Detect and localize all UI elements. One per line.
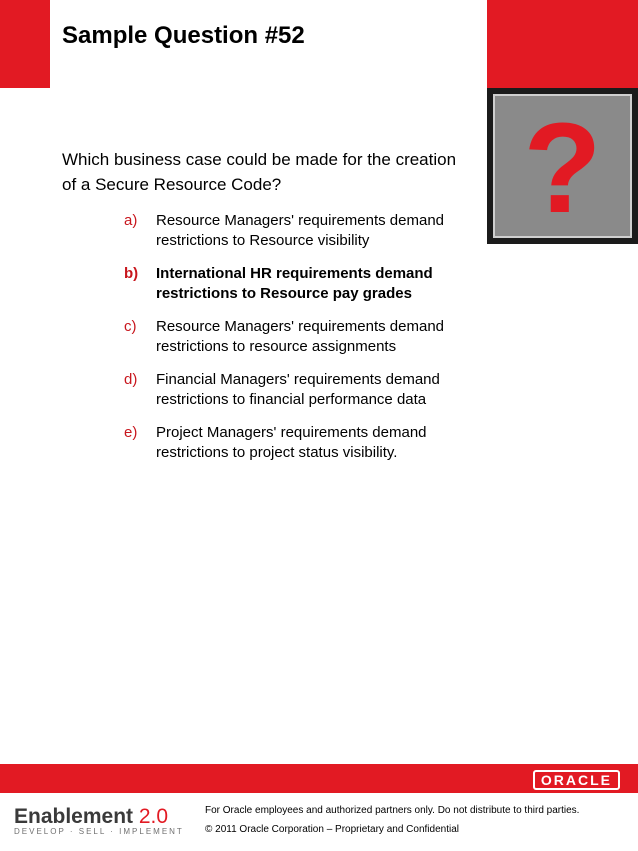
footer-copyright: © 2011 Oracle Corporation – Proprietary and Confidential [205, 824, 459, 835]
answer-option-e [124, 423, 484, 463]
question-mark-graphic [487, 88, 638, 244]
answer-text: Financial Managers' requirements demand restrictions to financial performance data [156, 371, 440, 408]
answer-list [124, 211, 484, 476]
answer-text: Resource Managers' requirements demand restrictions to Resource visibility [156, 212, 445, 249]
oracle-logo: ORACLE [533, 770, 620, 790]
answer-text: International HR requirements demand restrictions to Resource pay grades [156, 265, 433, 302]
question-text: Which business case could be made for the creation of a Secure Resource Code? [62, 150, 457, 194]
footer-bar [0, 764, 638, 793]
answer-letter: b) [124, 265, 139, 282]
enablement-logo [14, 805, 168, 829]
answer-letter: d) [124, 371, 138, 388]
header-accent-right [487, 0, 638, 88]
answer-letter: e) [124, 424, 138, 441]
brand-version: 2.0 [138, 805, 169, 828]
header-accent-left [0, 0, 50, 88]
answer-option-b [124, 264, 484, 304]
answer-letter: a) [124, 212, 138, 229]
answer-option-c [124, 317, 484, 357]
page-title: Sample Question #52 [62, 22, 305, 49]
answer-text: Resource Managers' requirements demand restrictions to resource assignments [156, 318, 445, 355]
answer-option-a [124, 211, 484, 251]
brand-tagline: DEVELOP · SELL · IMPLEMENT [14, 827, 184, 836]
brand-name: Enablement [14, 805, 134, 828]
question-mark-panel [493, 94, 632, 238]
answer-text: Project Managers' requirements demand restrictions to project status visibility. [156, 424, 427, 461]
question-mark-icon: ? [523, 97, 602, 240]
footer-notice: For Oracle employees and authorized partners only. Do not distribute to third parties. [205, 805, 580, 816]
answer-letter: c) [124, 318, 137, 335]
answer-option-d [124, 370, 484, 410]
